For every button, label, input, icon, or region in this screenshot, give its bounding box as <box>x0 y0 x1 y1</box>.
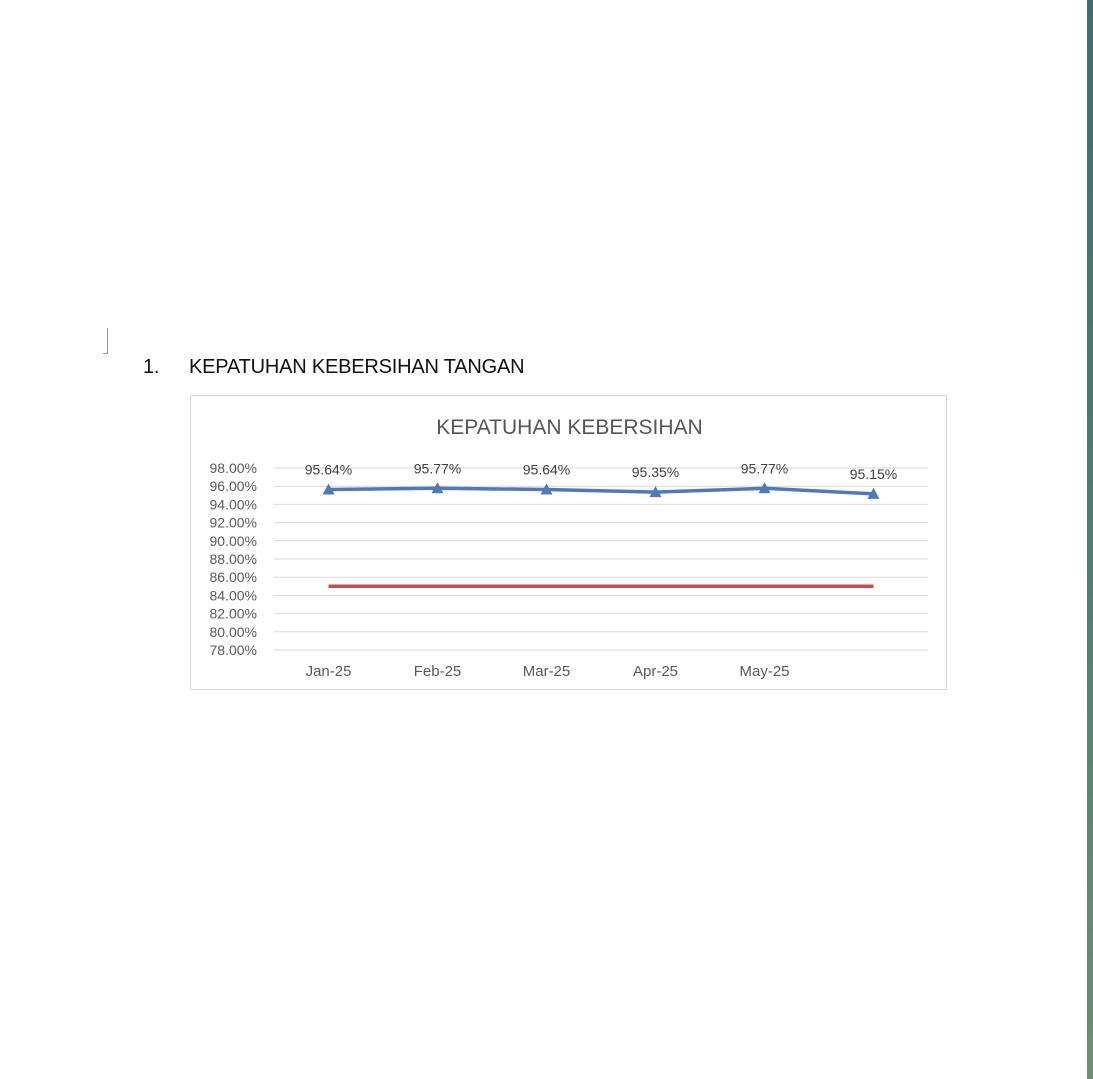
y-tick-label: 80.00% <box>209 623 257 640</box>
y-tick-label: 88.00% <box>209 551 257 567</box>
x-tick-label: Feb-25 <box>413 663 462 680</box>
chart-title: KEPATUHAN KEBERSIHAN <box>436 416 703 439</box>
chart-container[interactable] <box>190 395 947 690</box>
y-tick-label: 92.00% <box>209 514 257 531</box>
y-tick-label: 78.00% <box>209 642 257 658</box>
data-label: 95.35% <box>631 464 680 481</box>
y-tick-label: 84.00% <box>209 587 257 604</box>
x-tick-label: Apr-25 <box>632 663 679 680</box>
data-label: 95.15% <box>849 465 898 482</box>
data-label: 95.64% <box>304 461 353 478</box>
chart-svg <box>191 396 948 691</box>
heading-number: 1. <box>143 356 160 378</box>
x-tick-label: Mar-25 <box>522 663 571 680</box>
x-tick-label: Jan-25 <box>305 663 352 680</box>
y-tick-label: 82.00% <box>209 605 257 622</box>
heading-text: KEPATUHAN KEBERSIHAN TANGAN <box>189 356 525 378</box>
data-label: 95.77% <box>413 460 462 477</box>
data-label: 95.77% <box>740 460 789 477</box>
y-tick-label: 94.00% <box>209 496 257 513</box>
x-tick-label: May-25 <box>739 663 790 680</box>
y-tick-label: 98.00% <box>209 460 257 476</box>
y-tick-label: 86.00% <box>209 569 257 586</box>
data-label: 95.64% <box>522 461 571 478</box>
y-tick-label: 96.00% <box>209 478 257 495</box>
window-edge-bar <box>1087 0 1093 1079</box>
y-tick-label: 90.00% <box>209 532 257 549</box>
series-1-line <box>329 488 874 494</box>
text-cursor <box>107 328 108 354</box>
